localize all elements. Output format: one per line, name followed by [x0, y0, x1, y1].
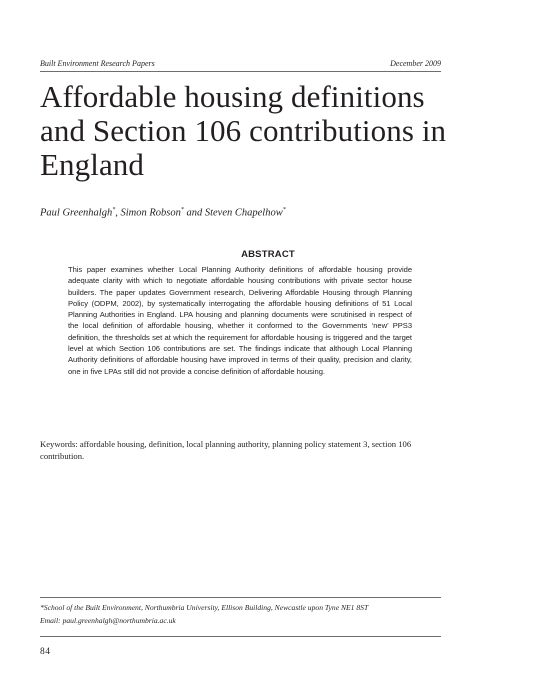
footer-rule — [40, 636, 441, 637]
author-name: Simon Robson — [120, 207, 181, 219]
author-mark: * — [180, 207, 184, 213]
paper-title: Affordable housing definitions and Section 106 contributions in England — [40, 79, 447, 182]
author-separator: , — [115, 207, 121, 219]
affiliation-footnote: *School of the Built Environment, Northumbria University, Ellison Building, Newcastle upon Tyne NE1 8ST — [40, 603, 369, 612]
author-mark: * — [282, 207, 286, 213]
header-rule — [40, 71, 441, 72]
email-footnote: Email: paul.greenhalgh@northumbria.ac.uk — [40, 616, 176, 625]
page-number: 84 — [40, 647, 51, 657]
abstract-heading: ABSTRACT — [241, 249, 295, 260]
journal-name: Built Environment Research Papers — [40, 59, 155, 68]
abstract-text: This paper examines whether Local Planning Authority definitions of affordable housing provide adequate clarity with which to negotiate affordable housing contributions with private sector house builders. The paper updates Government research, Delivering Affordable Housing through Planning Policy (ODPM, 2002), by systematically interrogating the affordable housing definitions of 51 Local Planning Authorities in England. LPA housing and planning documents were scrutinised in respect of the local definition of affordable housing, whether it conformed to the Governments ‘new’ PPS3 definition, the thresholds set at which the requirement for affordable housing is triggered and the target level at which Section 106 contributions are set. The findings indicate that although Local Planning Authority definitions of affordable housing have improved in terms of their quality, precision and clarity, one in five LPAs still did not provide a concise definition of affordable housing. — [68, 265, 412, 376]
author-name: Paul Greenhalgh — [40, 207, 113, 219]
author-separator: and — [183, 207, 205, 219]
author-list — [40, 207, 286, 219]
author-name: Steven Chapelhow — [204, 207, 283, 219]
keywords: Keywords: affordable housing, definition, local planning authority, planning policy statement 3, section 106 contribution. — [40, 439, 412, 461]
issue-date: December 2009 — [390, 59, 441, 68]
author-mark: * — [112, 207, 116, 213]
footnote-rule — [40, 597, 441, 598]
